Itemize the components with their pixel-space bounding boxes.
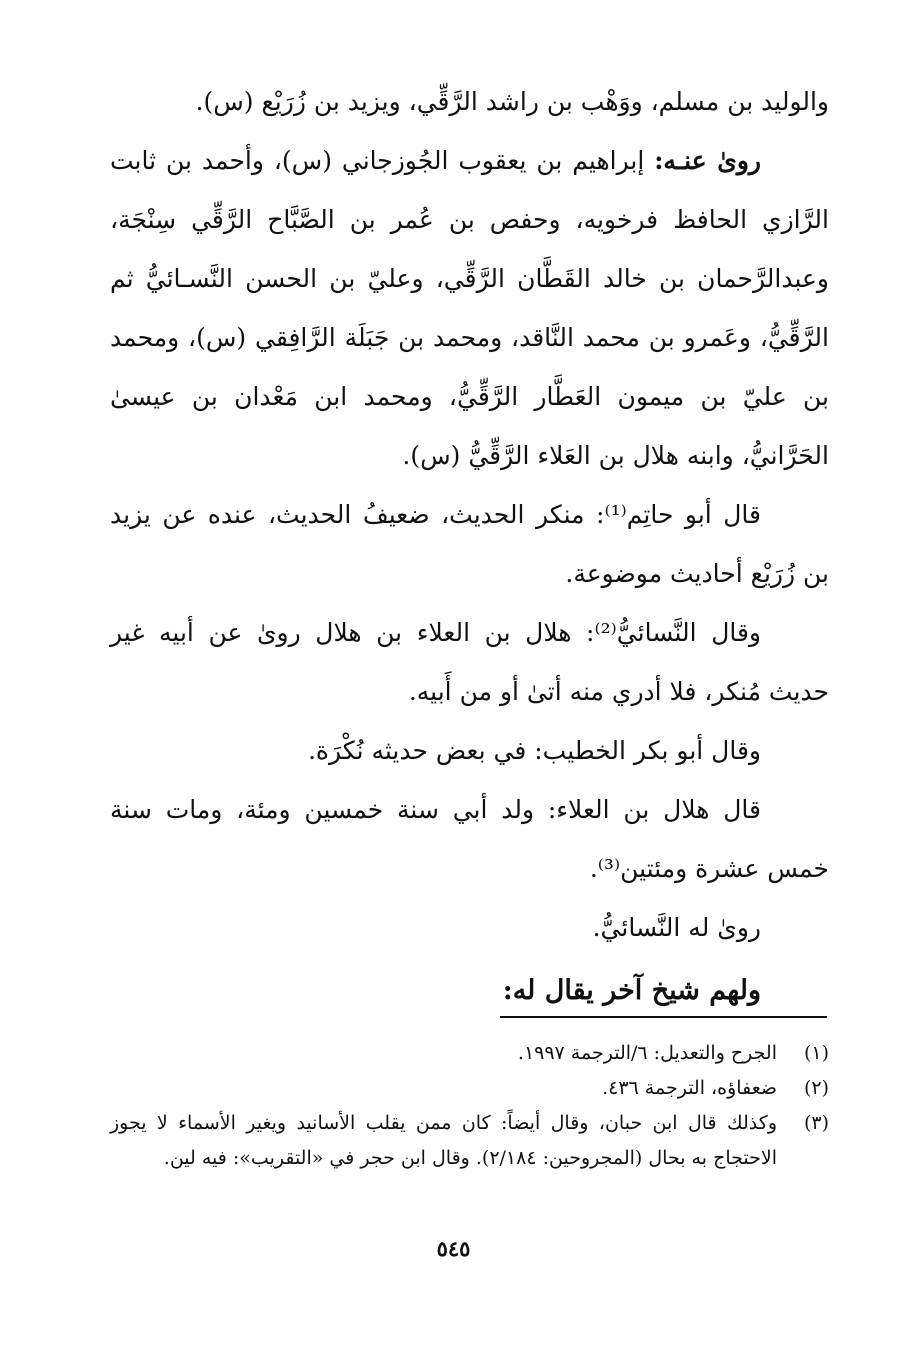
narrators-lead: روىٰ عنـه: [654,146,761,175]
footnote-2 [110,1071,829,1106]
footnote-text: الجرح والتعديل: ٦/الترجمة ١٩٩٧. [517,1042,777,1064]
paragraph-nasai: وقال النَّسائيُّ⁽²⁾: هلال بن العلاء بن هلال روىٰ عن أبيه غير حديث مُنكر، فلا أدري منه أتىٰ أو من أَبيه. [110,618,829,706]
paragraph-khatib: وقال أبو بكر الخطيب: في بعض حديثه نُكْرَة. [307,736,761,765]
paragraph-hilal: قال هلال بن العلاء: ولد أبي سنة خمسين ومئة، ومات سنة خمس عشرة ومئتين⁽³⁾. [110,795,829,883]
footnote-number: (١) [803,1042,829,1064]
footnote-3 [110,1106,829,1176]
paragraph-abu-hatim: قال أبو حاتِم⁽¹⁾: منكر الحديث، ضعيفُ الحديث، عنده عن يزيد بن زُرَيْع أحاديث موضوعة. [110,500,829,588]
paragraph-continuation: والوليد بن مسلم، ووَهْب بن راشد الرَّقِّي، ويزيد بن زُرَيْع (س). [195,87,829,116]
footnote-number: (٣) [803,1112,829,1134]
page-number: ٥٤٥ [436,1236,471,1261]
main-text [110,72,829,1020]
section-heading: ولهم شيخ آخر يقال له: [502,975,761,1006]
footnotes [110,1036,829,1176]
narrators-list: إبراهيم بن يعقوب الجُوزجاني (س)، وأحمد بن ثابت الرَّازي الحافظ فرخويه، وحفص بن عُمر بن الصَّبَّاح الرَّقِّي سِنْجَة، وعبدالرَّحمان بن خالد القَطَّان الرَّقِّي، وعليّ بن الحسن النَّسـائيُّ ثم الرَّقِّيُّ، وعَمرو بن محمد النَّاقد، ومحمد بن جَبَلَة الرَّافِقي (س)، ومحمد بن عليّ بن ميمون العَطَّار الرَّقِّيُّ، ومحمد ابن مَعْدان بن عيسىٰ الحَرَّانيُّ، وابنه هلال بن العَلاء الرَّقِّيُّ (س). [110,146,829,470]
footnote-divider [500,1016,827,1018]
footnote-number: (٢) [803,1077,829,1099]
footnote-text: وكذلك قال ابن حبان، وقال أيضاً: كان ممن يقلب الأسانيد ويغير الأسماء لا يجوز الاحتجاج به بحال (المجروحين: ٢/١٨٤). وقال ابن حجر في «التقريب»: فيه لين. [110,1112,777,1169]
footnote-text: ضعفاؤه، الترجمة ٤٣٦. [602,1077,777,1099]
footnote-1 [110,1036,829,1071]
paragraph-rawa-lahu: روىٰ له النَّسائيُّ. [592,913,761,942]
paragraph-narrators [110,131,829,485]
